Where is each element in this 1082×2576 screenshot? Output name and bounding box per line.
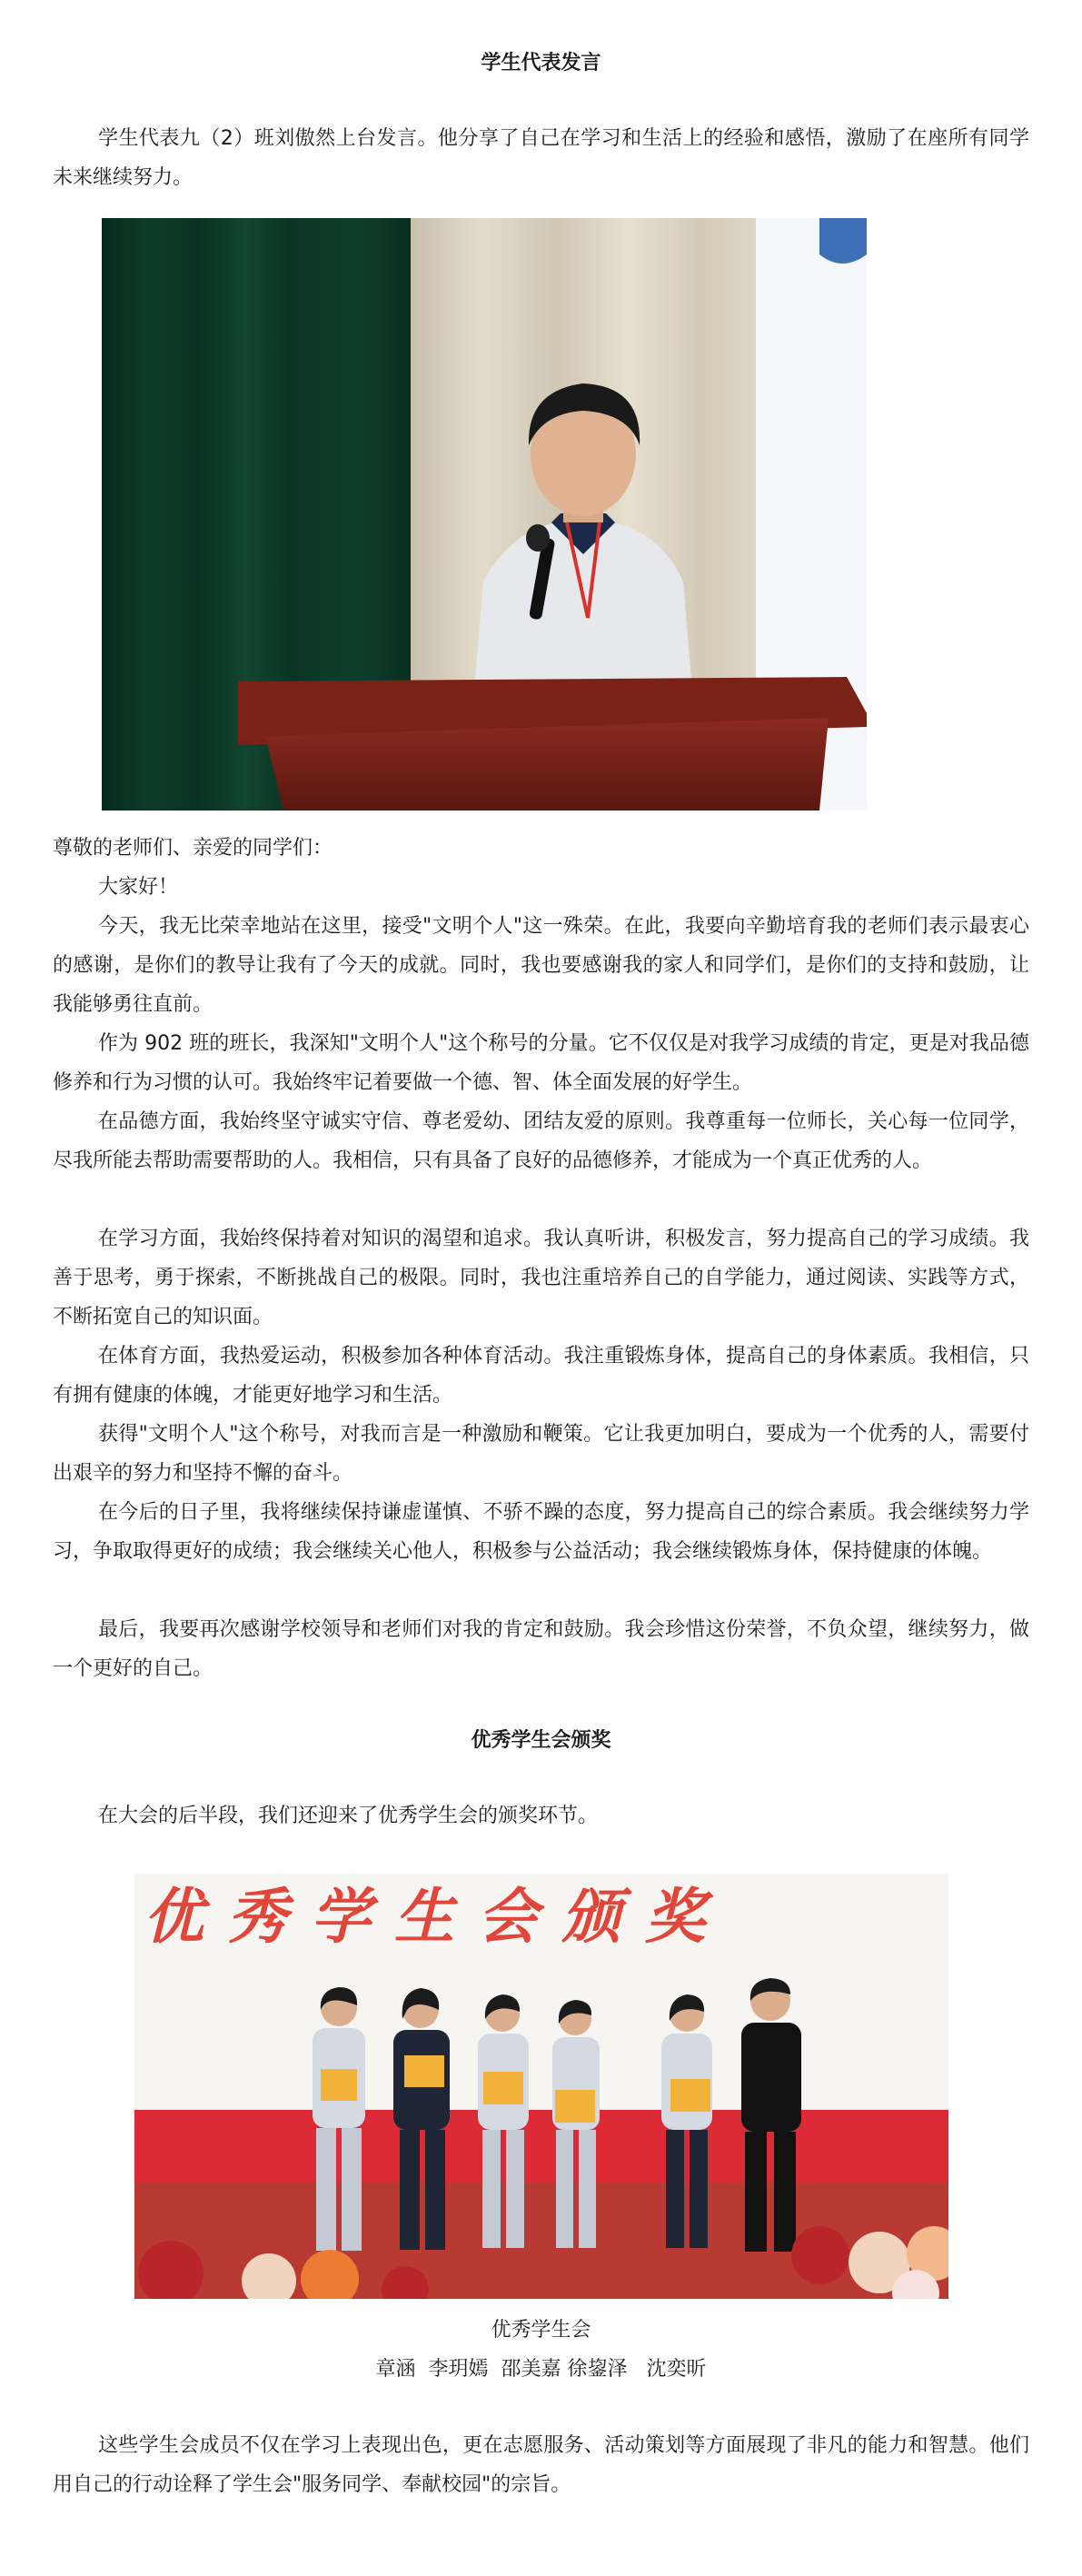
speech-paragraph-7: 在今后的日子里，我将继续保持谦虚谨慎、不骄不躁的态度，努力提高自己的综合素质。我会继续努力学习，争取取得更好的成绩；我会继续关心他人，积极参与公益活动；我会继续锻炼身体，保持健康的体魄。 <box>53 1501 1029 1563</box>
award-banner-text: 优秀学生会颁奖 <box>144 1881 729 1952</box>
speaker-intro: 学生代表九（2）班刘傲然上台发言。他分享了自己在学习和生活上的经验和感悟，激励了在座所有同学未来继续努力。 <box>53 127 1029 189</box>
speech-paragraph-3: 在品德方面，我始终坚守诚实守信、尊老爱幼、团结友爱的原则。我尊重每一位师长，关心每一位同学，尽我所能去帮助需要帮助的人。我相信，只有具备了良好的品德修养，才能成为一个真正优秀的人。 <box>53 1110 1029 1172</box>
speech-paragraph-8: 最后，我要再次感谢学校领导和老师们对我的肯定和鼓励。我会珍惜这份荣誉，不负众望，继续努力，做一个更好的自己。 <box>53 1618 1029 1680</box>
award-intro: 在大会的后半段，我们还迎来了优秀学生会的颁奖环节。 <box>98 1805 599 1827</box>
speech-paragraph-2: 作为 902 班的班长，我深知"文明个人"这个称号的分量。它不仅仅是对我学习成绩的肯定，更是对我品德修养和行为习惯的认可。我始终牢记着要做一个德、智、体全面发展的好学生。 <box>53 1032 1029 1094</box>
speech-paragraph-4: 在学习方面，我始终保持着对知识的渴望和追求。我认真听讲，积极发言，努力提高自己的学习成绩。我善于思考，勇于探索，不断挑战自己的极限。同时，我也注重培养自己的自学能力，通过阅读、实践等方式，不断拓宽自己的知识面。 <box>53 1228 1029 1328</box>
section-title-award: 优秀学生会颁奖 <box>471 1729 611 1752</box>
section-title-speaker: 学生代表发言 <box>481 52 601 75</box>
award-photo <box>134 1874 948 2299</box>
speaker-photo <box>102 218 867 811</box>
award-caption-names: 章涵 李玥嫣 邵美嘉 徐鋆泽 沈奕昕 <box>375 2358 707 2381</box>
speech-greeting: 尊敬的老师们、亲爱的同学们： <box>53 837 333 860</box>
speech-paragraph-6: 获得"文明个人"这个称号，对我而言是一种激励和鞭策。它让我更加明白，要成为一个优秀的人，需要付出艰辛的努力和坚持不懈的奋斗。 <box>53 1423 1029 1485</box>
award-closing: 这些学生会成员不仅在学习上表现出色，更在志愿服务、活动策划等方面展现了非凡的能力和智慧。他们用自己的行动诠释了学生会"服务同学、奉献校园"的宗旨。 <box>53 2434 1029 2496</box>
speech-hello: 大家好！ <box>98 876 179 899</box>
award-caption-title: 优秀学生会 <box>491 2319 591 2342</box>
speech-paragraph-5: 在体育方面，我热爱运动，积极参加各种体育活动。我注重锻炼身体，提高自己的身体素质。我相信，只有拥有健康的体魄，才能更好地学习和生活。 <box>53 1345 1029 1407</box>
speech-paragraph-1: 今天，我无比荣幸地站在这里，接受"文明个人"这一殊荣。在此，我要向辛勤培育我的老师们表示最衷心的感谢，是你们的教导让我有了今天的成就。同时，我也要感谢我的家人和同学们，是你们的支持和鼓励，让我能够勇往直前。 <box>53 915 1029 1016</box>
